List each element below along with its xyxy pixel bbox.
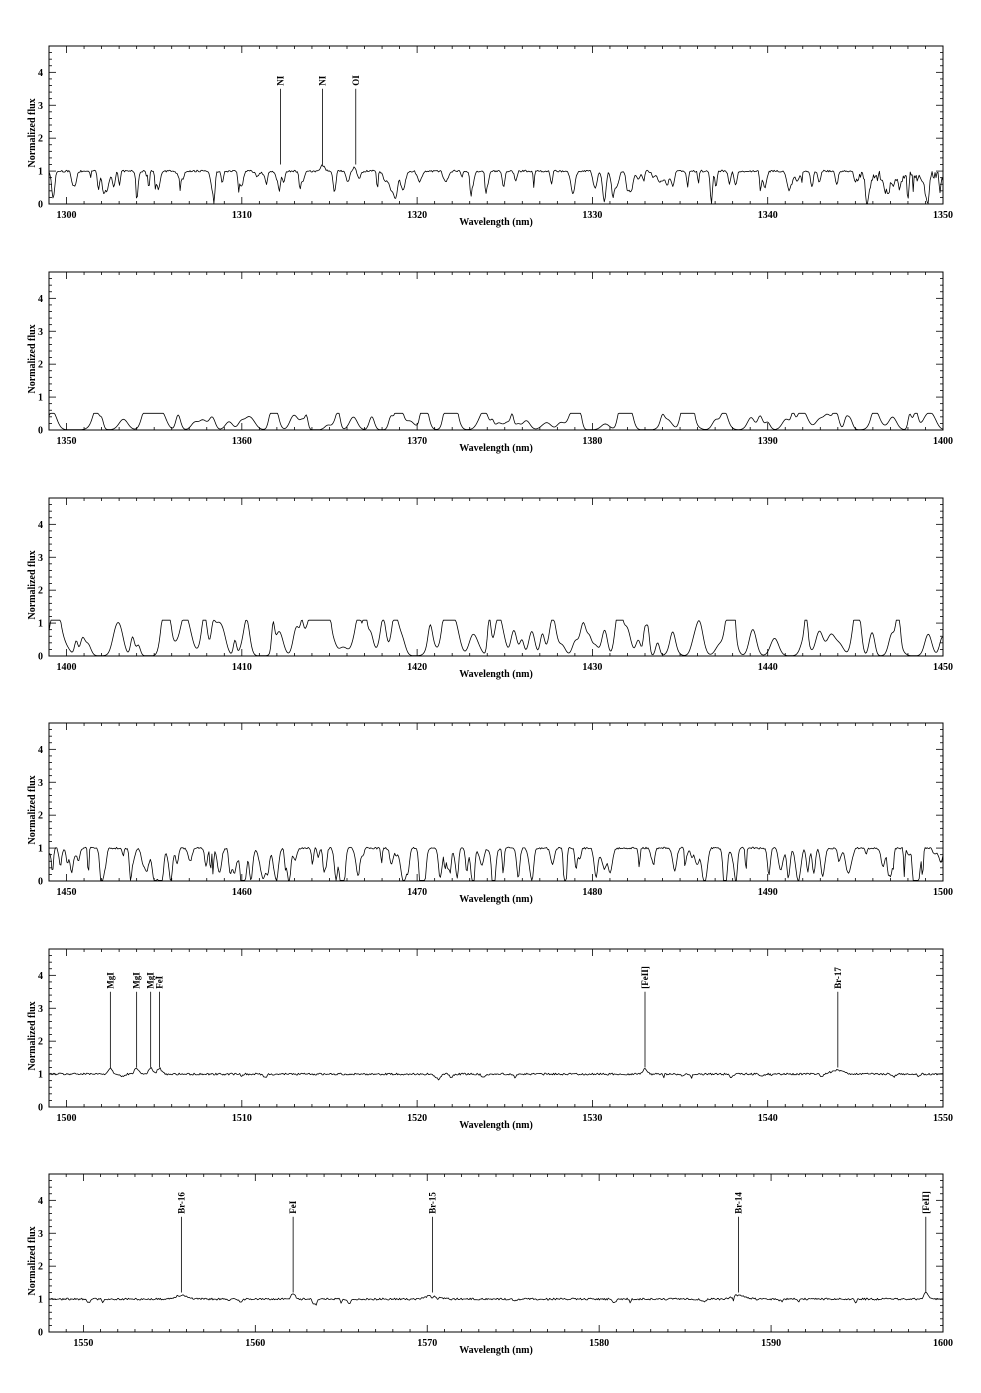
x-tick-label: 1470 [407,887,428,898]
x-tick-label: 1330 [582,210,603,221]
y-axis-label: Normalized flux [27,98,38,168]
y-tick-label: 2 [38,810,43,822]
y-tick-label: 3 [38,1003,43,1015]
y-tick-label: 0 [38,425,43,437]
y-tick-label: 2 [38,1036,43,1048]
x-axis-label: Wavelength (nm) [459,443,533,454]
x-tick-label: 1340 [757,210,778,221]
x-tick-label: 1320 [407,210,428,221]
x-axis-label: Wavelength (nm) [459,1345,533,1356]
line-label: Br-16 [176,1192,187,1214]
line-label: Br-17 [832,967,843,989]
x-tick-label: 1530 [582,1113,603,1124]
x-tick-label: 1480 [582,887,603,898]
y-tick-label: 0 [38,876,43,888]
y-tick-label: 0 [38,1327,43,1339]
panel-frame [49,272,943,430]
x-tick-label: 1520 [407,1113,428,1124]
line-label: MgI [131,972,142,989]
y-axis-label: Normalized flux [27,550,38,620]
y-tick-label: 4 [38,67,43,79]
x-tick-label: 1440 [757,662,778,673]
y-tick-label: 2 [38,585,43,597]
line-label: MgI [145,972,156,989]
x-axis-label: Wavelength (nm) [459,217,533,228]
y-tick-label: 1 [38,1294,43,1306]
x-tick-label: 1500 [933,887,953,898]
spectrum-panel-4 [27,723,953,905]
x-tick-label: 1400 [933,436,953,447]
x-tick-label: 1420 [407,662,428,673]
y-axis-label: Normalized flux [27,1226,38,1296]
y-tick-label: 1 [38,1069,43,1081]
y-axis-label: Normalized flux [27,1001,38,1071]
x-axis-label: Wavelength (nm) [459,1120,533,1131]
y-tick-label: 4 [38,519,43,531]
y-tick-label: 3 [38,100,43,112]
y-tick-label: 3 [38,552,43,564]
line-label: FeI [288,1200,299,1214]
spectrum-panel-2 [27,272,953,454]
x-tick-label: 1580 [589,1338,610,1349]
x-tick-label: 1540 [757,1113,778,1124]
spectrum-line [49,1068,943,1080]
panel-frame [49,46,943,204]
spectrum-panel-3 [27,498,953,680]
panel-frame [49,723,943,881]
x-tick-label: 1430 [582,662,603,673]
line-label: Br-15 [427,1192,438,1214]
y-tick-label: 1 [38,166,43,178]
x-tick-label: 1390 [757,436,778,447]
x-tick-label: 1570 [417,1338,438,1349]
x-tick-label: 1310 [231,210,252,221]
x-tick-label: 1500 [56,1113,77,1124]
x-tick-label: 1460 [231,887,252,898]
spectrum-line [49,1292,943,1305]
line-label: [FeII] [920,1191,931,1214]
x-tick-label: 1590 [761,1338,782,1349]
y-tick-label: 2 [38,359,43,371]
x-tick-label: 1600 [933,1338,953,1349]
x-tick-label: 1560 [245,1338,266,1349]
spectrum-panel-6 [27,1174,953,1356]
panel-frame [49,949,943,1107]
line-label: NI [317,75,328,86]
y-tick-label: 0 [38,651,43,663]
y-tick-label: 1 [38,843,43,855]
spectrum-line [49,165,943,204]
x-tick-label: 1490 [757,887,778,898]
y-axis-label: Normalized flux [27,775,38,845]
y-tick-label: 2 [38,1261,43,1273]
line-label: MgI [105,972,116,989]
y-tick-label: 4 [38,1195,43,1207]
panel-frame [49,498,943,656]
line-label: NI [275,75,286,86]
y-tick-label: 4 [38,970,43,982]
x-tick-label: 1450 [56,887,77,898]
y-tick-label: 0 [38,1102,43,1114]
y-tick-label: 1 [38,618,43,630]
spectrum-line [49,847,943,880]
line-label: Br-14 [733,1192,744,1214]
line-label: OI [350,75,361,86]
y-tick-label: 4 [38,293,43,305]
x-tick-label: 1450 [933,662,953,673]
x-tick-label: 1370 [407,436,428,447]
y-axis-label: Normalized flux [27,324,38,394]
y-tick-label: 2 [38,133,43,145]
y-tick-label: 3 [38,1228,43,1240]
spectrum-panel-5 [27,949,953,1131]
x-tick-label: 1300 [56,210,77,221]
spectrum-line [49,620,943,655]
y-tick-label: 1 [38,392,43,404]
x-tick-label: 1550 [933,1113,953,1124]
spectrum-panel-1 [27,46,953,228]
y-tick-label: 0 [38,199,43,211]
x-tick-label: 1410 [231,662,252,673]
x-tick-label: 1350 [933,210,953,221]
y-tick-label: 3 [38,326,43,338]
x-axis-label: Wavelength (nm) [459,894,533,905]
line-label: [FeII] [640,966,650,989]
x-tick-label: 1350 [56,436,77,447]
x-tick-label: 1550 [73,1338,94,1349]
y-tick-label: 4 [38,744,43,756]
y-tick-label: 3 [38,777,43,789]
x-tick-label: 1380 [582,436,603,447]
line-label: FeI [154,975,165,989]
x-tick-label: 1510 [231,1113,252,1124]
spectrum-line [49,413,943,429]
x-axis-label: Wavelength (nm) [459,669,533,680]
x-tick-label: 1360 [231,436,252,447]
x-tick-label: 1400 [56,662,77,673]
